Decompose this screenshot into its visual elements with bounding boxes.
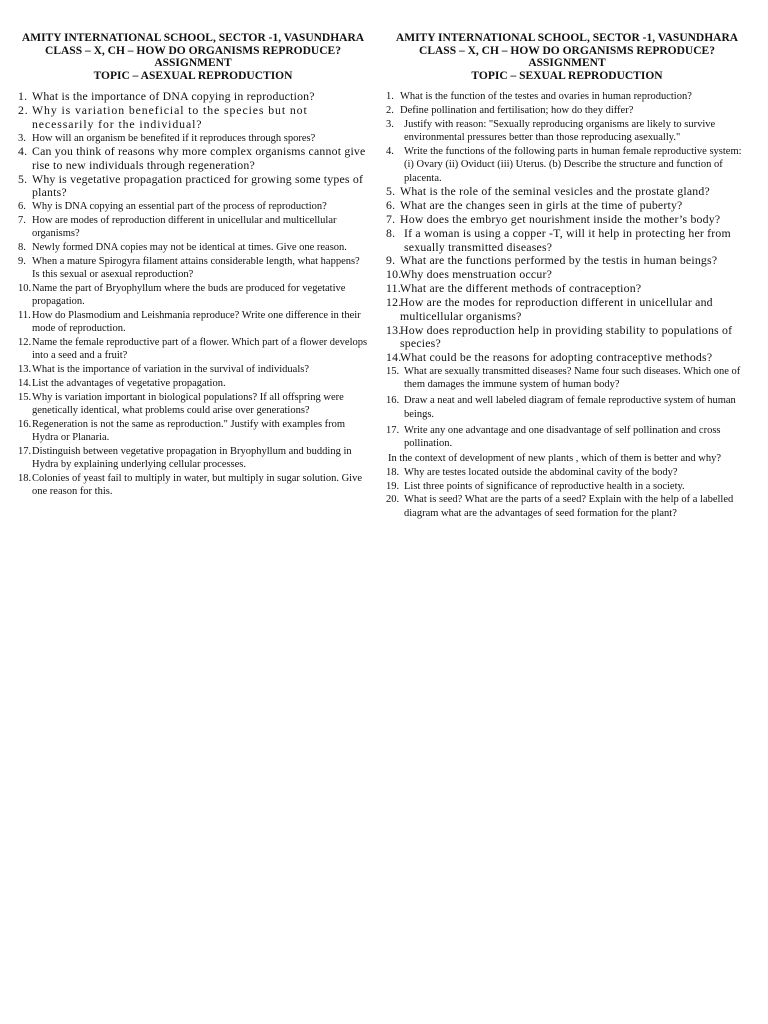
question-item: 12. How are the modes for reproduction different in unicellular and multicellular organisms? xyxy=(386,295,713,323)
question-item: 15. What are sexually transmitted diseases? Name four such diseases. Which one of them damages the immune system of human body? xyxy=(386,365,741,391)
question-item: 6. Why is DNA copying an essential part of the process of reproduction? xyxy=(18,201,327,213)
question-item: 17. Write any one advantage and one disadvantage of self pollination and cross pollination. xyxy=(386,424,721,450)
topic-title: TOPIC – SEXUAL REPRODUCTION xyxy=(471,69,663,82)
question-item: 6. What are the changes seen in girls at the time of puberty? xyxy=(386,198,683,213)
topic-title: TOPIC – ASEXUAL REPRODUCTION xyxy=(93,69,293,82)
question-item: 4. Write the functions of the following parts in human female reproductive system: (i) Ovary (ii) Oviduct (iii) Uterus. (b) Describe the structure and function of placenta. xyxy=(386,146,742,184)
question-list xyxy=(386,90,748,450)
question-item: 10. Why does menstruation occur? xyxy=(386,267,553,282)
question-list-continued xyxy=(386,466,748,520)
question-item: 3. How will an organism be benefited if it reproduces through spores? xyxy=(18,132,316,144)
asexual-reproduction-assignment xyxy=(18,32,368,499)
question-item: 20. What is seed? What are the parts of a seed? Explain with the help of a labelled diagram what are the advantages of seed formation for the plant? xyxy=(386,494,734,519)
question-item: 16. Draw a neat and well labeled diagram of female reproductive system of human beings. xyxy=(386,395,736,420)
question-item: 9. When a mature Spirogyra filament attains considerable length, what happens? Is this sexual or asexual reproduction? xyxy=(18,255,360,280)
question-item: 17. Distinguish between vegetative propagation in Bryophyllum and budding in Hydra by explaining underlying cellular processes. xyxy=(18,445,352,471)
question-item: 1. What is the importance of DNA copying in reproduction? xyxy=(18,89,315,104)
question-item: 13. What is the importance of variation in the survival of individuals? xyxy=(18,364,310,376)
assignment-label: ASSIGNMENT xyxy=(154,57,232,70)
assignment-header xyxy=(386,32,748,82)
question-item: 11. What are the different methods of contraception? xyxy=(386,281,642,296)
question-item: 15. Why is variation important in biological populations? If all offspring were genetically identical, what problems could arise over generations? xyxy=(18,391,344,416)
question-item: 19. List three points of significance of reproductive health in a society. xyxy=(386,480,685,492)
question-item: 7. How does the embryo get nourishment inside the mother’s body? xyxy=(386,212,721,227)
question-list xyxy=(18,90,368,498)
question-item: 8. If a woman is using a copper -T, will it help in protecting her from sexually transmitted diseases? xyxy=(386,226,731,254)
assignment-label: ASSIGNMENT xyxy=(528,57,606,70)
question-item: 2. Why is variation beneficial to the species but not necessarily for the individual? xyxy=(18,103,308,131)
question-item: 7. How are modes of reproduction different in unicellular and multicellular organisms? xyxy=(18,214,337,240)
class-chapter: CLASS – X, CH – HOW DO ORGANISMS REPRODUCE? xyxy=(45,44,341,57)
question-item: 18. Why are testes located outside the abdominal cavity of the body? xyxy=(386,466,678,478)
school-name: AMITY INTERNATIONAL SCHOOL, SECTOR -1, VASUNDHARA xyxy=(395,32,739,44)
question-item: 16. Regeneration is not the same as reproduction." Justify with examples from Hydra or Planaria. xyxy=(18,418,346,444)
question-item: 14. What could be the reasons for adopting contraceptive methods? xyxy=(386,349,713,364)
context-note: In the context of development of new plants , which of them is better and why? xyxy=(388,452,721,464)
question-item: 1. What is the function of the testes and ovaries in human reproduction? xyxy=(386,91,692,103)
school-name: AMITY INTERNATIONAL SCHOOL, SECTOR -1, VASUNDHARA xyxy=(21,32,365,44)
question-item: 3. Justify with reason: "Sexually reproducing organisms are likely to survive environmental pressures better than those reproducing asexually." xyxy=(386,118,716,144)
question-item: 5. Why is vegetative propagation practiced for growing some types of plants? xyxy=(18,171,364,200)
question-item: 9. What are the functions performed by the testis in human beings? xyxy=(386,253,718,268)
question-item: 13. How does reproduction help in providing stability to populations of species? xyxy=(386,322,733,350)
class-chapter: CLASS – X, CH – HOW DO ORGANISMS REPRODUCE? xyxy=(419,44,715,57)
question-item: 11. How do Plasmodium and Leishmania reproduce? Write one difference in their mode of reproduction. xyxy=(18,309,361,335)
question-item: 10. Name the part of Bryophyllum where the buds are produced for vegetative propagation. xyxy=(18,282,346,308)
assignment-header xyxy=(18,32,368,82)
question-item: 5. What is the role of the seminal vesicles and the prostate gland? xyxy=(386,184,710,199)
question-item: 18. Colonies of yeast fail to multiply in water, but multiply in sugar solution. Give one reason for this. xyxy=(18,472,363,498)
sexual-reproduction-assignment xyxy=(386,32,748,521)
question-item: 14. List the advantages of vegetative propagation. xyxy=(18,377,226,389)
question-item: 2. Define pollination and fertilisation; how do they differ? xyxy=(386,105,634,117)
question-item: 4. Can you think of reasons why more complex organisms cannot give rise to new individuals through regeneration? xyxy=(18,144,366,172)
question-item: 8. Newly formed DNA copies may not be identical at times. Give one reason. xyxy=(18,241,347,253)
question-item: 12. Name the female reproductive part of a flower. Which part of a flower develops into a seed and a fruit? xyxy=(18,336,368,362)
